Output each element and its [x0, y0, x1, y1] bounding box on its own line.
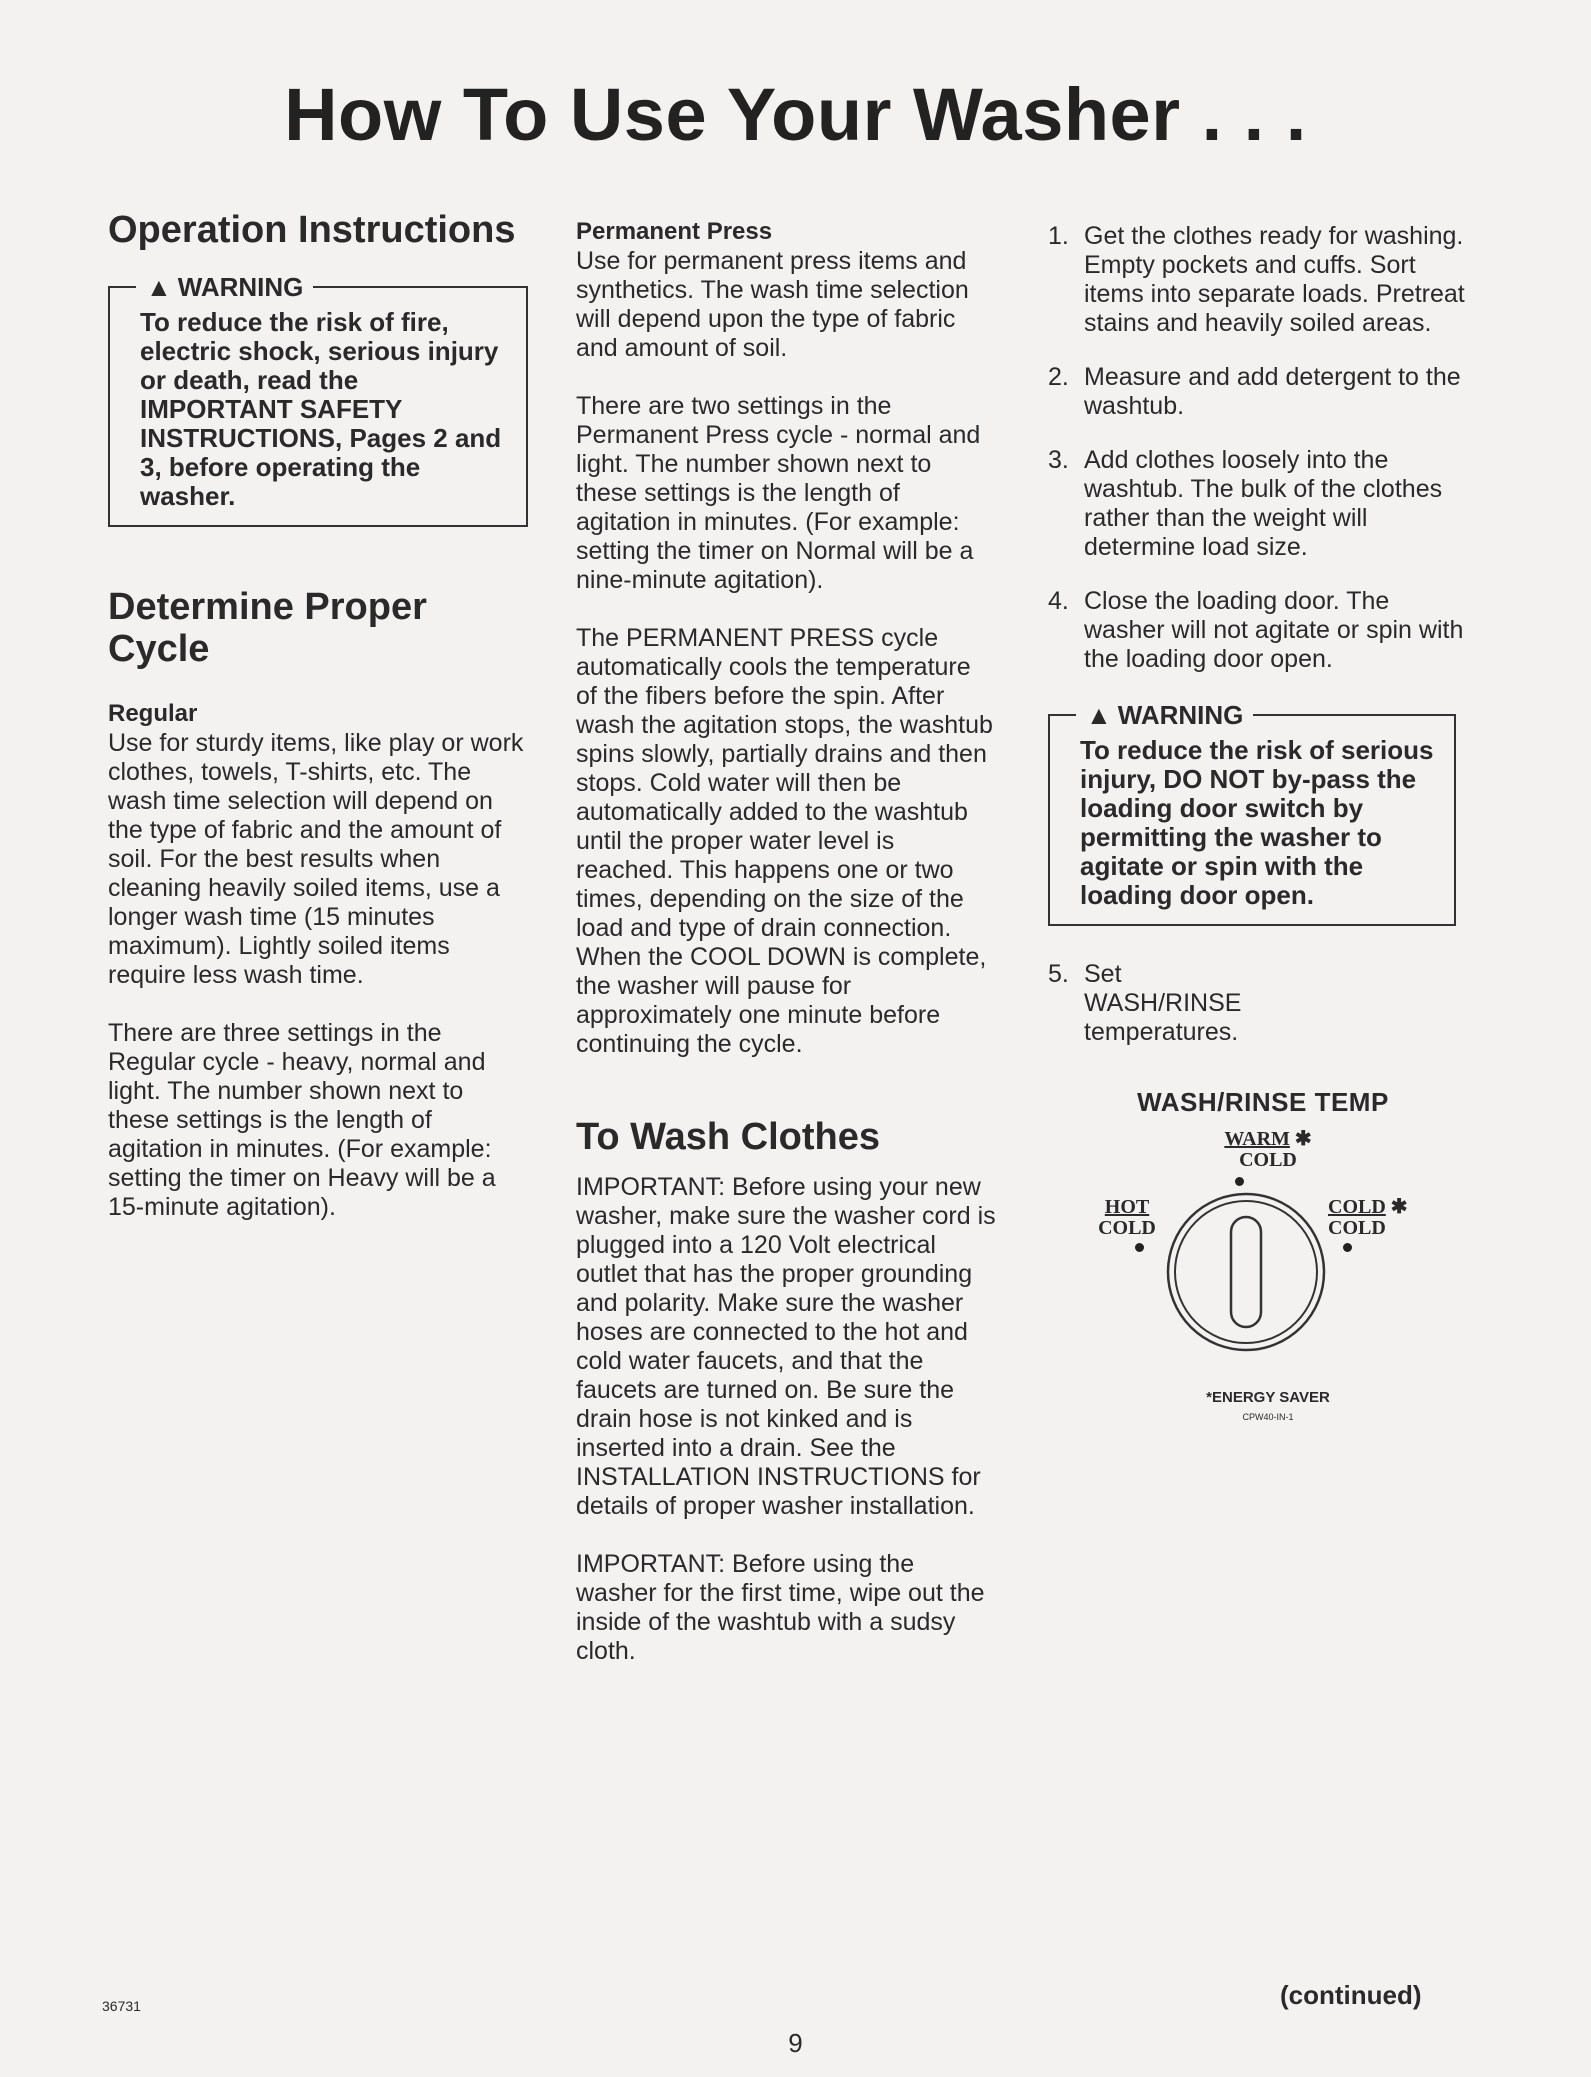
list-item: 1. Get the clothes ready for washing. Empty pockets and cuffs. Sort items into separate loads. Pretreat stains and heavily soiled areas.	[1048, 222, 1465, 337]
hot-cold-label: HOT COLD	[1098, 1196, 1156, 1239]
wash-rinse-temp-dial-diagram	[1048, 1087, 1468, 1427]
continued-label: (continued)	[1280, 1980, 1422, 2010]
operation-instructions-heading: Operation Instructions	[108, 209, 516, 251]
warning-text: To reduce the risk of fire, electric shock, serious injury or death, read the IMPORTANT SAFETY INSTRUCTIONS, Pages 2 and 3, before operating the washer.	[140, 306, 502, 511]
warning-box-door	[1048, 700, 1456, 926]
permanent-press-paragraph-3: The PERMANENT PRESS cycle automatically cools the temperature of the fibers before the spin. After wash the agitation stops, the washtub spins slowly, partially drains and then stops. Cold water will then be automatically added to the washtub until the proper water level is reached. This happens one or two times, depending on the size of the load and type of drain connection. When the COOL DOWN is complete, the washer will pause for approximately one minute before continuing the cycle.	[576, 623, 993, 1058]
column-left	[108, 210, 528, 1222]
regular-heading: Regular	[108, 700, 198, 728]
document-number: 36731	[102, 1998, 141, 2014]
list-item: 3. Add clothes loosely into the washtub. The bulk of the clothes rather than the weight will determine load size.	[1048, 446, 1443, 561]
wash-paragraph-1: IMPORTANT: Before using your new washer, make sure the washer cord is plugged into a 120 Volt electrical outlet that has the proper grounding and polarity. Make sure the washer hoses are connected to the hot and cold water faucets, and that the faucets are turned on. Be sure the drain hose is not kinked and is inserted into a drain. See the INSTALLATION INSTRUCTIONS for details of proper washer installation.	[576, 1172, 996, 1520]
warning-label: ▲ WARNING	[136, 272, 313, 302]
warm-cold-dot	[1235, 1177, 1244, 1186]
cold-cold-label: COLD ✱ COLD	[1328, 1196, 1408, 1239]
regular-paragraph-2: There are three settings in the Regular cycle - heavy, normal and light. The number shown next to these settings is the length of agitation in minutes. (For example: setting the timer on Heavy will be a 15-minute agitation).	[108, 1019, 496, 1222]
column-right	[1048, 222, 1468, 1427]
warm-cold-label: WARM ✱ COLD	[1224, 1128, 1312, 1171]
warning-triangle-icon: ▲	[1086, 700, 1112, 730]
page-number: 9	[788, 2028, 803, 2058]
hot-cold-dot	[1135, 1243, 1144, 1252]
to-wash-clothes-heading: To Wash Clothes	[576, 1115, 880, 1158]
warning-label: ▲ WARNING	[1076, 700, 1253, 730]
determine-proper-cycle-heading: Determine Proper Cycle	[108, 585, 427, 670]
list-item: 4. Close the loading door. The washer will not agitate or spin with the loading door open.	[1048, 587, 1464, 673]
diagram-code: CPW40-IN-1	[1242, 1412, 1294, 1422]
temperature-knob-icon[interactable]	[1161, 1187, 1331, 1357]
warning-box-safety	[108, 271, 528, 527]
permanent-press-paragraph-1: Use for permanent press items and synthetics. The wash time selection will depend upon the type of fabric and amount of soil.	[576, 246, 969, 362]
permanent-press-heading: Permanent Press	[576, 218, 773, 245]
dial-title: WASH/RINSE TEMP	[1137, 1087, 1389, 1117]
page-title: How To Use Your Washer . . .	[284, 73, 1307, 156]
warning-text: To reduce the risk of serious injury, DO NOT by-pass the loading door switch by permitting the washer to agitate or spin with the loading door open.	[1080, 735, 1434, 910]
regular-paragraph-1: Use for sturdy items, like play or work clothes, towels, T-shirts, etc. The wash time selection will depend on the type of fabric and the amount of soil. For the best results when cleaning heavily soiled items, use a longer wash time (15 minutes maximum). Lightly soiled items require less wash time.	[108, 729, 524, 990]
cold-cold-dot	[1343, 1243, 1352, 1252]
list-item: 5. Set WASH/RINSE temperatures.	[1048, 960, 1242, 1046]
list-item: 2. Measure and add detergent to the washtub.	[1048, 363, 1461, 420]
steps-list-continued	[1048, 960, 1468, 1047]
energy-saver-note: *ENERGY SAVER	[1206, 1389, 1330, 1406]
permanent-press-paragraph-2: There are two settings in the Permanent Press cycle - normal and light. The number shown next to these settings is the length of agitation in minutes. (For example: setting the timer on Normal will be a nine-minute agitation).	[576, 391, 981, 594]
warning-triangle-icon: ▲	[146, 271, 172, 302]
wash-paragraph-2: IMPORTANT: Before using the washer for the first time, wipe out the inside of the washtub with a sudsy cloth.	[576, 1549, 985, 1665]
column-middle	[576, 218, 996, 1666]
steps-list	[1048, 222, 1468, 674]
